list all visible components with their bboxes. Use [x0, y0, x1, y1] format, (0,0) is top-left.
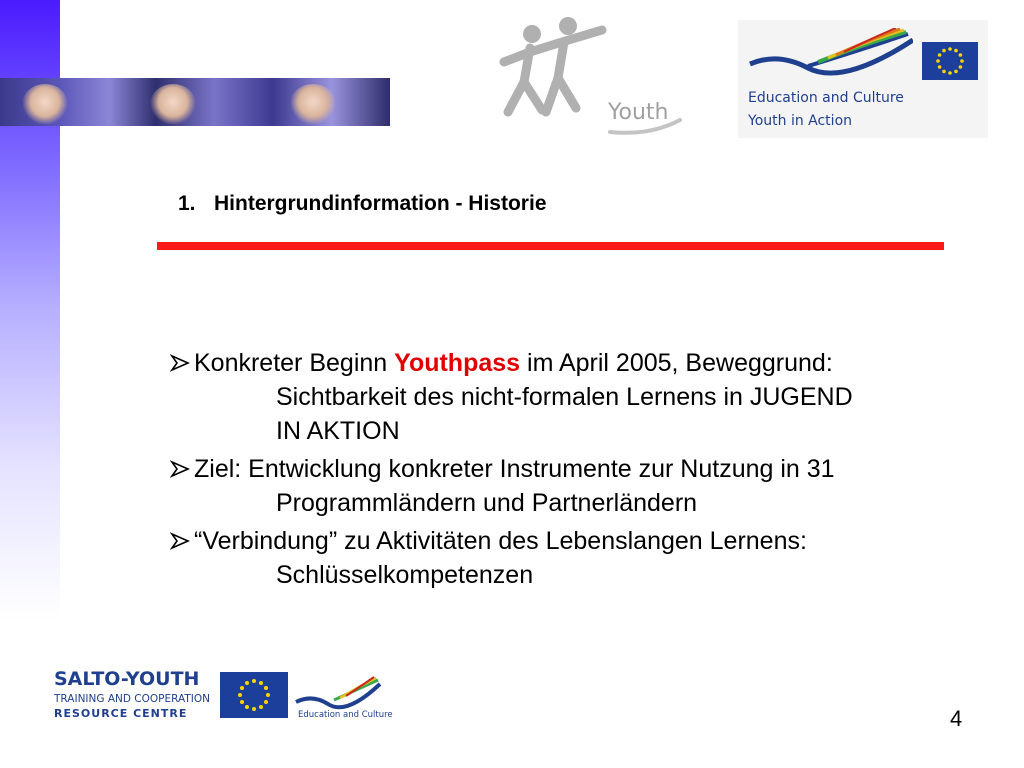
eac-line-youth-in-action: Youth in Action	[748, 113, 853, 129]
title-divider	[157, 242, 944, 250]
salto-title: SALTO-YOUTH	[54, 668, 200, 690]
salto-subtitle: RESOURCE CENTRE	[54, 707, 188, 720]
page-number: 4	[950, 706, 963, 731]
bullet-item	[170, 524, 950, 592]
photo-face	[150, 84, 196, 124]
eu-flag-icon	[922, 42, 978, 80]
bullet-text: im April 2005, Beweggrund:	[520, 349, 833, 377]
arrow-bullet-icon	[170, 460, 190, 478]
arrow-bullet-icon	[170, 532, 190, 550]
eac-swoosh-icon	[748, 28, 913, 90]
bullet-text: “Verbindung” zu Aktivitäten des Lebenslangen Lernens:	[194, 527, 807, 555]
arrow-bullet-icon	[170, 354, 190, 372]
youthpass-highlight: Youthpass	[394, 349, 521, 377]
education-culture-logo	[738, 20, 988, 138]
bullet-text: Konkreter Beginn	[194, 349, 395, 377]
photo-face	[22, 84, 68, 124]
bullet-list	[170, 346, 950, 596]
bullet-continuation: Schlüsselkompetenzen	[276, 561, 534, 589]
title-text: Hintergrundinformation - Historie	[214, 192, 547, 215]
bullet-item	[170, 452, 950, 520]
salto-subtitle: TRAINING AND COOPERATION	[54, 693, 210, 705]
bullet-item	[170, 346, 950, 448]
bullet-continuation: Programmländern und Partnerländern	[276, 489, 698, 517]
bullet-text: Ziel: Entwicklung konkreter Instrumente zur Nutzung in 31	[194, 455, 835, 483]
eu-flag-icon	[220, 672, 288, 718]
eac-small-label: Education and Culture	[298, 710, 393, 720]
slide-title	[178, 192, 547, 216]
header-photo-strip	[0, 78, 390, 126]
eac-line-education-culture: Education and Culture	[748, 90, 904, 106]
photo-face	[290, 84, 336, 124]
bullet-continuation: Sichtbarkeit des nicht-formalen Lernens in JUGEND	[276, 383, 853, 411]
bullet-continuation: IN AKTION	[276, 417, 400, 445]
title-number: 1.	[178, 192, 196, 215]
youth-logo-text: Youth	[608, 100, 669, 125]
salto-youth-logo	[50, 668, 216, 722]
